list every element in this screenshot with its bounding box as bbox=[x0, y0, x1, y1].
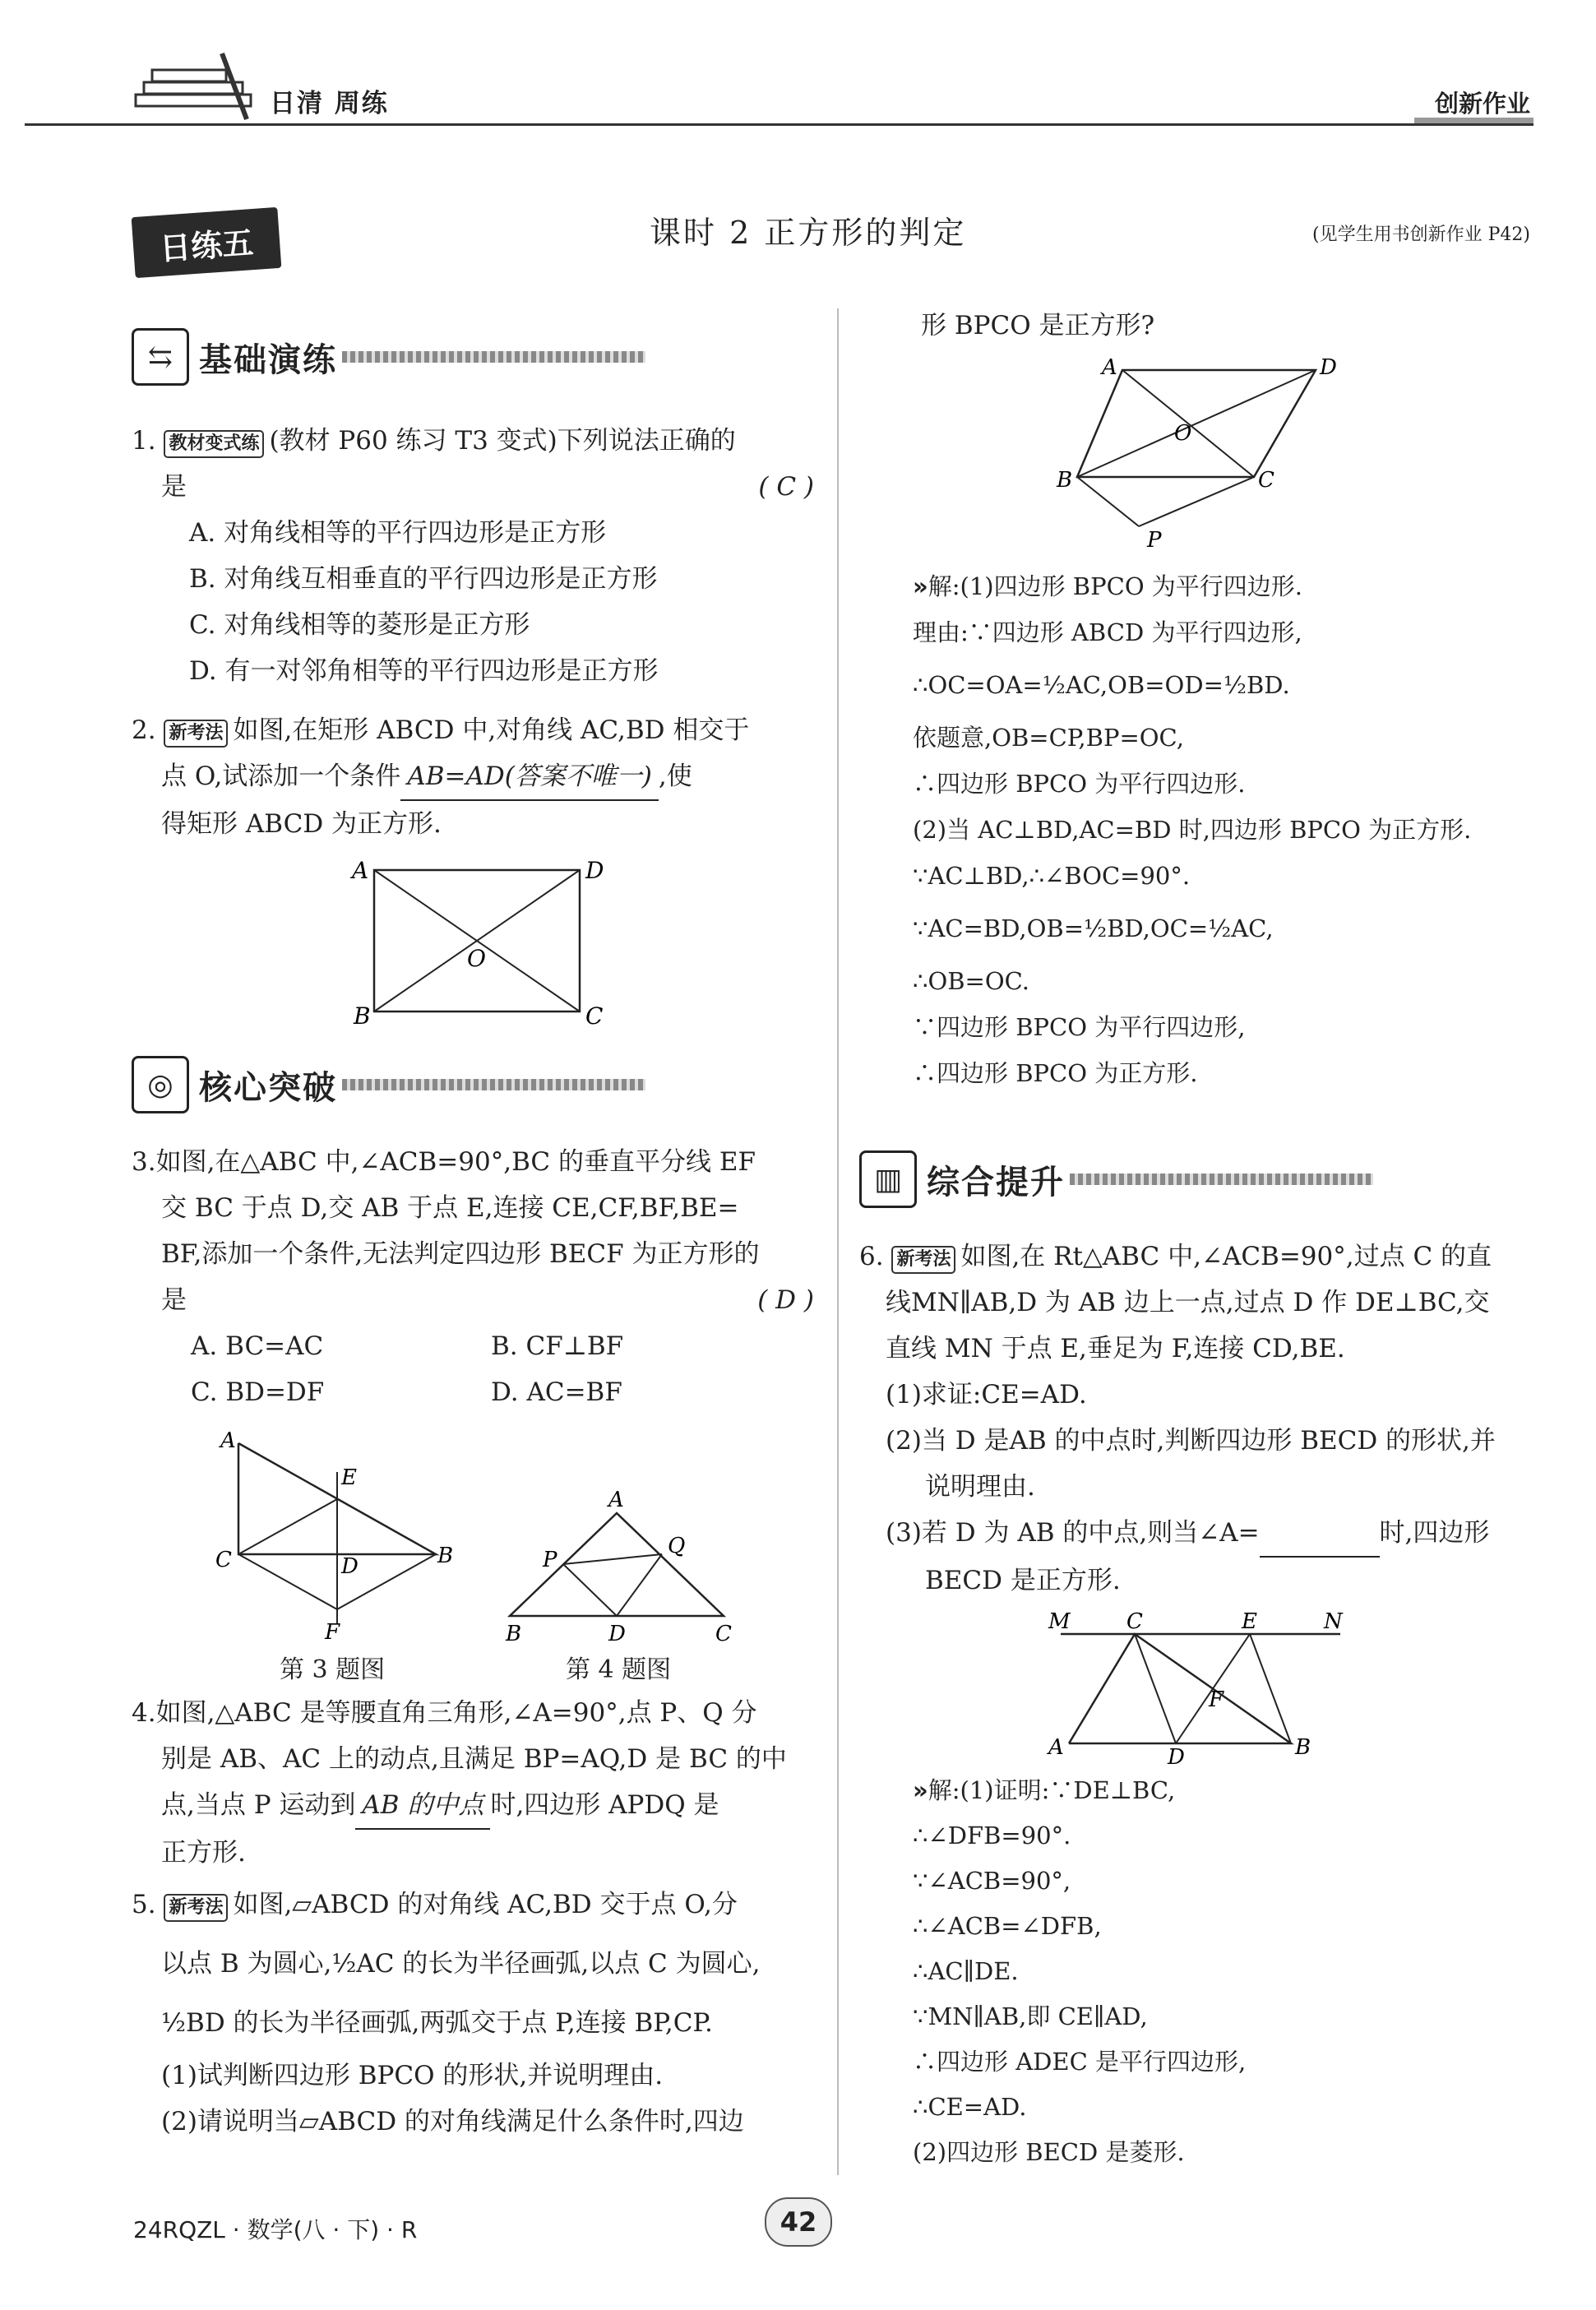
svg-text:D: D bbox=[1320, 355, 1337, 380]
q6-triangle-diagram bbox=[1044, 1608, 1357, 1764]
svg-text:C: C bbox=[715, 1622, 732, 1645]
header-right: 创新作业 bbox=[1434, 90, 1530, 118]
label-d: D bbox=[585, 857, 604, 884]
option: B. 对角线互相垂直的平行四边形是正方形 bbox=[189, 564, 658, 594]
svg-text:A: A bbox=[1102, 355, 1117, 380]
tag: 教材变式练 bbox=[164, 430, 264, 458]
svg-text:M: M bbox=[1048, 1609, 1071, 1634]
question-5: 5. 新考法 如图,▱ABCD 的对角线 AC,BD 交于点 O,分 以点 B 为圆心,½AC 的长为半径画弧,以点 C 为圆心, ½BD 的长为半径画弧,两弧交于点 P,连接 BP,CP. (1)试判断四边形 BPCO 的形状,并说明理由. (2)请说明当▱ABCD 的对角线满足什么条件时,四边 bbox=[132, 1890, 761, 2136]
tag: 新考法 bbox=[891, 1246, 955, 1274]
svg-text:E: E bbox=[341, 1465, 357, 1490]
tag: 新考法 bbox=[164, 1894, 228, 1922]
q5-parallelogram-diagram bbox=[1052, 354, 1349, 559]
solution-6: »解:(1)证明:∵DE⊥BC, ∴∠DFB=90°. ∵∠ACB=90°, ∴∠ACB=∠DFB, ∴AC∥DE. ∵MN∥AB,即 CE∥AD, ∴四边形 ADEC 是平行四边形, ∴CE=AD. (2)四边形 BECD 是菱形. bbox=[913, 1776, 1247, 2166]
header-divider bbox=[25, 123, 1534, 126]
section-core bbox=[132, 1053, 645, 1117]
arrows-icon: ⇆ bbox=[132, 328, 189, 386]
question-2: 2. 新考法 如图,在矩形 ABCD 中,对角线 AC,BD 相交于 点 O,试添加一个条件 AB=AD(答案不唯一) ,使 得矩形 ABCD 为正方形. bbox=[132, 715, 750, 839]
header-books-icon bbox=[132, 49, 255, 123]
solution-marker: » bbox=[913, 1776, 928, 1804]
svg-text:B: B bbox=[1295, 1735, 1311, 1760]
lesson-title: 课时 2 正方形的判定 bbox=[650, 215, 967, 251]
q4-triangle-diagram bbox=[493, 1488, 740, 1645]
section-title: 综合提升 bbox=[927, 1163, 1065, 1201]
svg-text:P: P bbox=[1147, 528, 1162, 553]
q2-rectangle-diagram bbox=[345, 855, 608, 1028]
label-b: B bbox=[354, 1002, 371, 1028]
target-icon: ◎ bbox=[132, 1056, 189, 1113]
question-3: 3.如图,在△ABC 中,∠ACB=90°,BC 的垂直平分线 EF 交 BC 于点 D,交 AB 于点 E,连接 CE,CF,BF,BE= BF,添加一个条件,无法判定四边形 BECF 为正方形的 是 ( D ) A. BC=AC B. CF⊥BF C. BD=DF D. AC=BF bbox=[132, 1139, 814, 1415]
answer-blank: AB=AD(答案不唯一) bbox=[400, 753, 659, 801]
svg-text:A: A bbox=[220, 1428, 236, 1453]
section-bar bbox=[342, 351, 645, 363]
svg-text:A: A bbox=[608, 1488, 624, 1512]
svg-text:F: F bbox=[1209, 1687, 1224, 1712]
svg-text:E: E bbox=[1242, 1609, 1257, 1634]
svg-text:D: D bbox=[608, 1622, 626, 1645]
header-title: 日清 周练 bbox=[270, 89, 389, 118]
question-1: 1. 教材变式练 (教材 P60 练习 T3 变式)下列说法正确的 是 ( C ) A. 对角线相等的平行四边形是正方形 B. 对角线互相垂直的平行四边形是正方形 C. 对角线相等的菱形是正方形 D. 有一对邻角相等的平行四边形是正方形 bbox=[132, 418, 814, 694]
section-bar bbox=[342, 1079, 645, 1090]
label-a: A bbox=[352, 857, 369, 884]
svg-text:P: P bbox=[543, 1548, 557, 1572]
column-divider bbox=[837, 308, 839, 2175]
solution-5: »解:(1)四边形 BPCO 为平行四边形. 理由:∵四边形 ABCD 为平行四边形, ∴OC=OA=½AC,OB=OD=½BD. 依题意,OB=CP,BP=OC, ∴四边形 BPCO 为平行四边形. (2)当 AC⊥BD,AC=BD 时,四边形 BPCO 为正方形. ∵AC⊥BD,∴∠BOC=90°. ∵AC=BD,OB=½BD,OC=½AC, ∴OB=OC. ∵四边形 BPCO 为平行四边形, ∴四边形 BPCO 为正方形. bbox=[913, 572, 1472, 1087]
header-divider-accent bbox=[1414, 118, 1534, 123]
answer-blank[interactable] bbox=[1260, 1510, 1380, 1558]
label-c: C bbox=[585, 1002, 604, 1028]
option: A. BC=AC bbox=[191, 1331, 324, 1361]
answer-blank: AB 的中点 bbox=[355, 1782, 490, 1830]
question-4: 4.如图,△ABC 是等腰直角三角形,∠A=90°,点 P、Q 分 别是 AB、AC 上的动点,且满足 BP=AQ,D 是 BC 的中 点,当点 P 运动到 AB 的中点 时,四边形 APDQ 是 正方形. bbox=[132, 1698, 787, 1868]
question-5-continued: 形 BPCO 是正方形? bbox=[921, 311, 1155, 340]
reference-note: (见学生用书创新作业 P42) bbox=[1312, 225, 1530, 245]
svg-text:B: B bbox=[437, 1544, 454, 1568]
label-o: O bbox=[467, 945, 486, 972]
option: C. BD=DF bbox=[191, 1377, 325, 1407]
daily-badge: 日练五 bbox=[132, 207, 282, 278]
option: D. AC=BF bbox=[491, 1377, 622, 1407]
option: C. 对角线相等的菱形是正方形 bbox=[189, 610, 530, 640]
option: B. CF⊥BF bbox=[491, 1331, 624, 1361]
section-title: 基础演练 bbox=[199, 340, 337, 379]
footer-code: 24RQZL · 数学(八 · 下) · R bbox=[133, 2216, 418, 2243]
svg-text:C: C bbox=[1126, 1609, 1143, 1634]
svg-text:C: C bbox=[1258, 468, 1274, 493]
section-bar bbox=[1070, 1174, 1373, 1185]
svg-text:Q: Q bbox=[668, 1534, 686, 1558]
svg-text:O: O bbox=[1174, 421, 1192, 446]
svg-text:N: N bbox=[1324, 1609, 1343, 1634]
answer: ( D ) bbox=[757, 1285, 814, 1315]
section-comprehensive bbox=[859, 1147, 1373, 1211]
q4-caption: 第 4 题图 bbox=[566, 1655, 672, 1684]
tag: 新考法 bbox=[164, 720, 228, 748]
svg-text:B: B bbox=[1057, 468, 1073, 493]
solution-marker: » bbox=[913, 572, 928, 600]
option: D. 有一对邻角相等的平行四边形是正方形 bbox=[189, 656, 659, 686]
svg-text:D: D bbox=[1168, 1745, 1185, 1764]
bar-chart-icon: ▥ bbox=[859, 1150, 917, 1208]
q3-caption: 第 3 题图 bbox=[280, 1655, 386, 1684]
section-basic bbox=[132, 325, 645, 389]
answer: ( C ) bbox=[758, 472, 814, 502]
svg-text:C: C bbox=[215, 1548, 232, 1572]
page-number: 42 bbox=[765, 2197, 832, 2247]
svg-text:F: F bbox=[325, 1620, 340, 1641]
svg-text:D: D bbox=[341, 1554, 359, 1579]
svg-text:B: B bbox=[506, 1622, 522, 1645]
svg-text:A: A bbox=[1048, 1735, 1064, 1760]
option: A. 对角线相等的平行四边形是正方形 bbox=[189, 518, 607, 548]
question-6: 6. 新考法 如图,在 Rt△ABC 中,∠ACB=90°,过点 C 的直 线MN∥AB,D 为 AB 边上一点,过点 D 作 DE⊥BC,交 直线 MN 于点 E,垂足为 F,连接 CD,BE. (1)求证:CE=AD. (2)当 D 是AB 的中点时,判断四边形 BECD 的形状,并 说明理由. (3)若 D 为 AB 的中点,则当∠A= 时,四边形 BECD 是正方形. bbox=[859, 1242, 1496, 1595]
q3-triangle-diagram bbox=[214, 1427, 460, 1641]
section-title: 核心突破 bbox=[199, 1068, 337, 1107]
